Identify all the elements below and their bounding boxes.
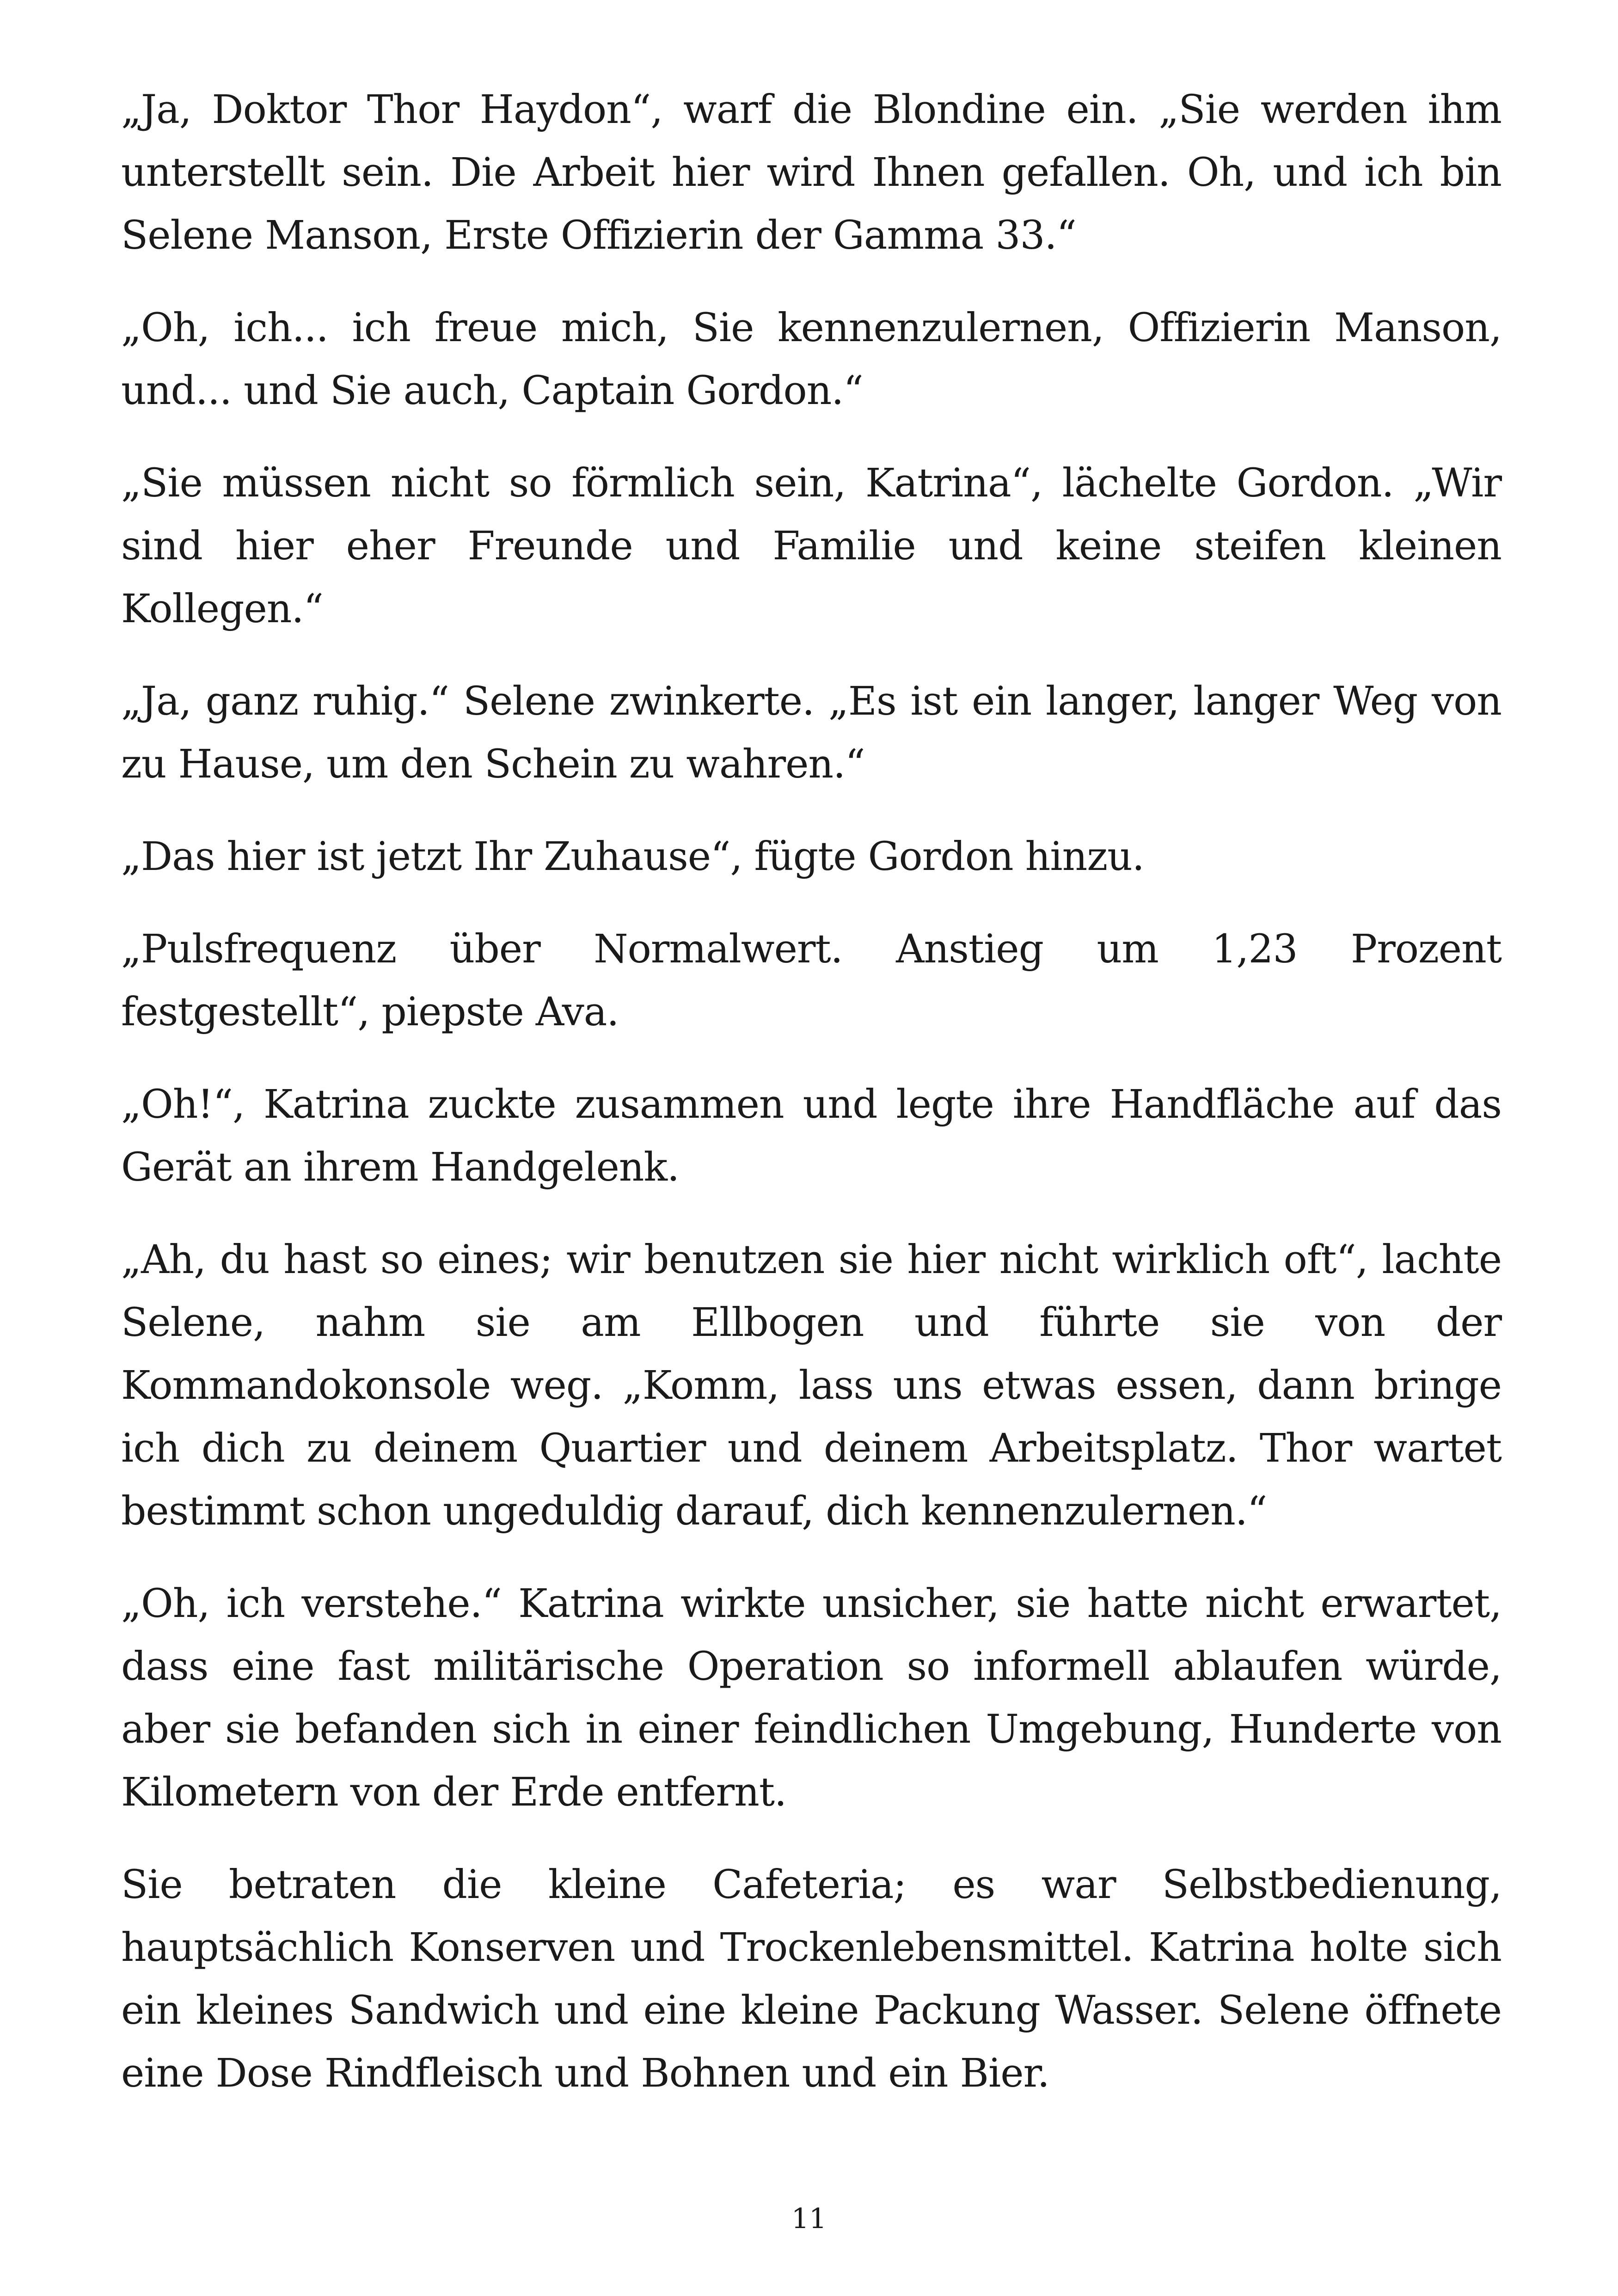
paragraph-3: „Sie müssen nicht so förmlich sein, Katrina“, lächelte Gordon. „Wir sind hier eher Freunde und Familie und keine steifen kleinen Kollegen.“ — [121, 460, 1502, 632]
page-number: 11 — [791, 2203, 827, 2235]
body-text — [121, 79, 1502, 2135]
paragraph-1: „Ja, Doktor Thor Haydon“, warf die Blondine ein. „Sie werden ihm unterstellt sein. Die Arbeit hier wird Ihnen gefallen. Oh, und ich bin Selene Manson, Erste Offizierin der Gamma 33.“ — [121, 87, 1502, 258]
paragraph-8: „Ah, du hast so eines; wir benutzen sie hier nicht wirklich oft“, lachte Selene, nahm sie am Ellbogen und führte sie von der Kommandokonsole weg. „Komm, lass uns etwas essen, dann bringe ich dich zu deinem Quartier und deinem Arbeitsplatz. Thor wartet bestimmt schon ungeduldig darauf, dich kennenzulernen.“ — [121, 1237, 1502, 1534]
paragraph-7: „Oh!“, Katrina zuckte zusammen und legte ihre Handfläche auf das Gerät an ihrem Handgelenk. — [121, 1082, 1502, 1190]
paragraph-5: „Das hier ist jetzt Ihr Zuhause“, fügte Gordon hinzu. — [121, 834, 1144, 880]
paragraph-2: „Oh, ich... ich freue mich, Sie kennenzulernen, Offizierin Manson, und... und Sie auch, Captain Gordon.“ — [121, 305, 1502, 414]
paragraph-6: „Pulsfrequenz über Normalwert. Anstieg um 1,23 Prozent festgestellt“, piepste Ava. — [121, 926, 1502, 1035]
paragraph-10: Sie betraten die kleine Cafeteria; es war Selbstbedienung, hauptsächlich Konserven und Trockenlebensmittel. Katrina holte sich ein kleines Sandwich und eine kleine Packung Wasser. Selene öffnete eine Dose Rindfleisch und Bohnen und ein Bier. — [121, 1862, 1502, 2096]
paragraph-9: „Oh, ich verstehe.“ Katrina wirkte unsicher, sie hatte nicht erwartet, dass eine fast militärische Operation so informell ablaufen würde, aber sie befanden sich in einer feindlichen Umgebung, Hunderte von Kilometern von der Erde entfernt. — [121, 1581, 1502, 1815]
paragraph-4: „Ja, ganz ruhig.“ Selene zwinkerte. „Es ist ein langer, langer Weg von zu Hause, um den Schein zu wahren.“ — [121, 679, 1502, 787]
